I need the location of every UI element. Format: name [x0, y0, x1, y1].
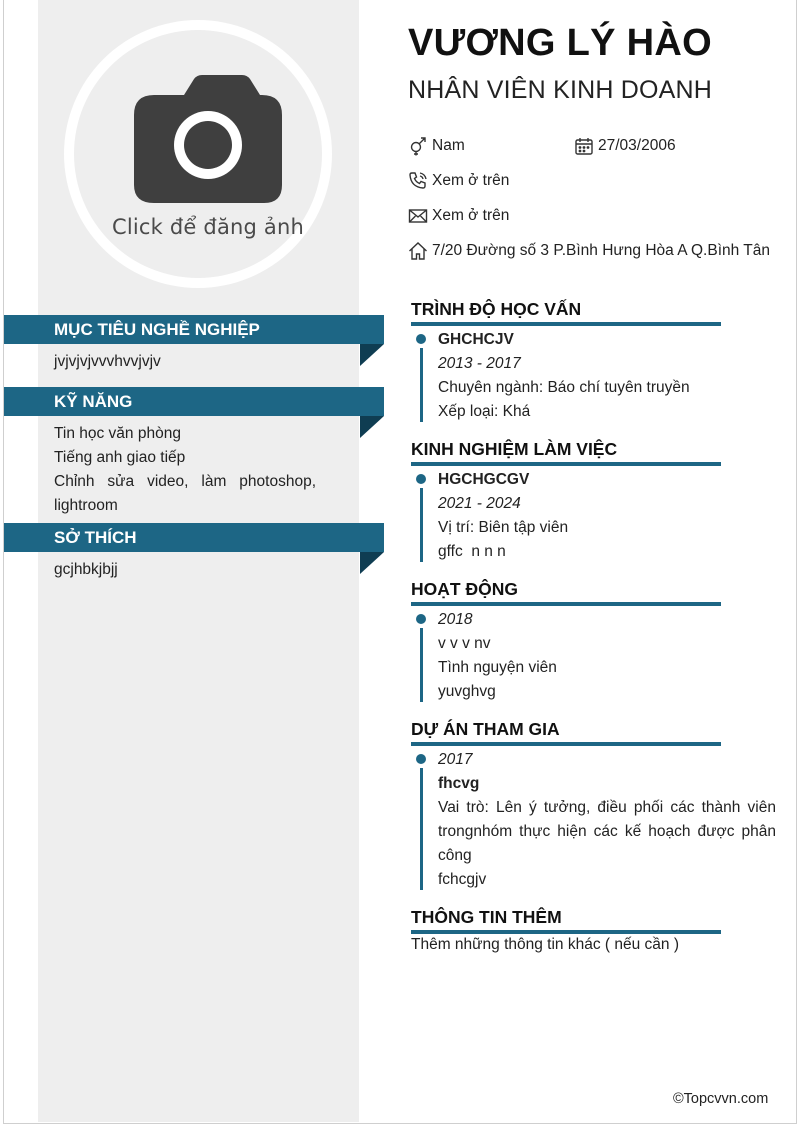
experience-period: 2021 - 2024 — [438, 495, 521, 512]
email-icon — [408, 206, 428, 226]
phone-icon — [408, 171, 428, 191]
photo-placeholder — [74, 30, 322, 278]
candidate-name: VƯƠNG LÝ HÀO — [408, 22, 713, 64]
experience-heading: KINH NGHIỆM LÀM VIỆC — [411, 436, 721, 466]
experience-detail: gffc n n n — [438, 543, 506, 560]
gender-icon — [408, 136, 428, 156]
email-value: Xem ở trên — [432, 207, 510, 224]
gender-info — [408, 135, 465, 157]
education-entry — [416, 328, 776, 424]
education-grade: Xếp loại: Khá — [438, 403, 531, 420]
photo-upload[interactable] — [64, 20, 332, 288]
timeline-line — [420, 348, 423, 422]
camera-icon — [134, 75, 282, 205]
activities-heading: HOẠT ĐỘNG — [411, 576, 721, 606]
timeline-line — [420, 628, 423, 702]
timeline-line — [420, 488, 423, 562]
skill-item: Tin học văn phòng — [54, 425, 181, 442]
ribbon-fold — [360, 552, 384, 574]
phone-value: Xem ở trên — [432, 172, 510, 189]
calendar-icon — [574, 136, 594, 156]
company-name: HGCHGCGV — [438, 471, 530, 488]
skills-list — [54, 422, 316, 518]
address-value: 7/20 Đường số 3 P.Bình Hưng Hòa A Q.Bình Tân — [432, 242, 770, 259]
education-heading: TRÌNH ĐỘ HỌC VẤN — [411, 296, 721, 326]
project-year: 2017 — [438, 751, 473, 768]
objective-text: jvjvjvjvvvhvvjvjv — [54, 353, 161, 370]
timeline-dot — [416, 334, 426, 344]
education-period: 2013 - 2017 — [438, 355, 521, 372]
extra-text: Thêm những thông tin khác ( nếu cần ) — [411, 936, 680, 953]
activity-entry — [416, 608, 776, 704]
timeline-dot — [416, 754, 426, 764]
extra-heading: THÔNG TIN THÊM — [411, 904, 721, 934]
email-info — [408, 205, 509, 227]
skill-item: Tiếng anh giao tiếp — [54, 449, 186, 466]
ribbon-fold — [360, 416, 384, 438]
photo-upload-label: Click để đăng ảnh — [111, 215, 305, 239]
projects-heading: DỰ ÁN THAM GIA — [411, 716, 721, 746]
project-entry — [416, 748, 776, 892]
objective-heading: MỤC TIÊU NGHỀ NGHIỆP — [4, 315, 384, 344]
activity-org: v v v nv — [438, 635, 491, 652]
experience-entry — [416, 468, 776, 564]
copyright: ©Topcvvn.com — [673, 1091, 769, 1107]
skill-item: Chỉnh sửa video, làm photoshop, lightroom — [54, 473, 316, 514]
project-role: Vai trò: Lên ý tưởng, điều phối các thành viên trongnhóm thực hiện các kế hoạch được phân công — [438, 799, 776, 864]
gender-value: Nam — [432, 137, 465, 154]
education-major: Chuyên ngành: Báo chí tuyên truyền — [438, 379, 690, 396]
phone-info — [408, 170, 509, 192]
hobbies-heading: SỞ THÍCH — [4, 523, 384, 552]
timeline-dot — [416, 614, 426, 624]
project-name: fhcvg — [438, 775, 480, 792]
hobbies-text: gcjhbkjbjj — [54, 561, 118, 578]
timeline-dot — [416, 474, 426, 484]
activity-year: 2018 — [438, 611, 473, 628]
dob-value: 27/03/2006 — [598, 137, 676, 154]
skills-heading: KỸ NĂNG — [4, 387, 384, 416]
home-icon — [408, 241, 428, 261]
ribbon-fold — [360, 344, 384, 366]
dob-info — [574, 135, 676, 157]
job-title: NHÂN VIÊN KINH DOANH — [408, 76, 713, 104]
activity-role: Tình nguyện viên — [438, 659, 557, 676]
experience-position: Vị trí: Biên tập viên — [438, 519, 569, 536]
address-info — [408, 240, 770, 262]
activity-detail: yuvghvg — [438, 683, 496, 700]
timeline-line — [420, 768, 423, 890]
project-detail: fchcgjv — [438, 871, 487, 888]
school-name: GHCHCJV — [438, 331, 514, 348]
